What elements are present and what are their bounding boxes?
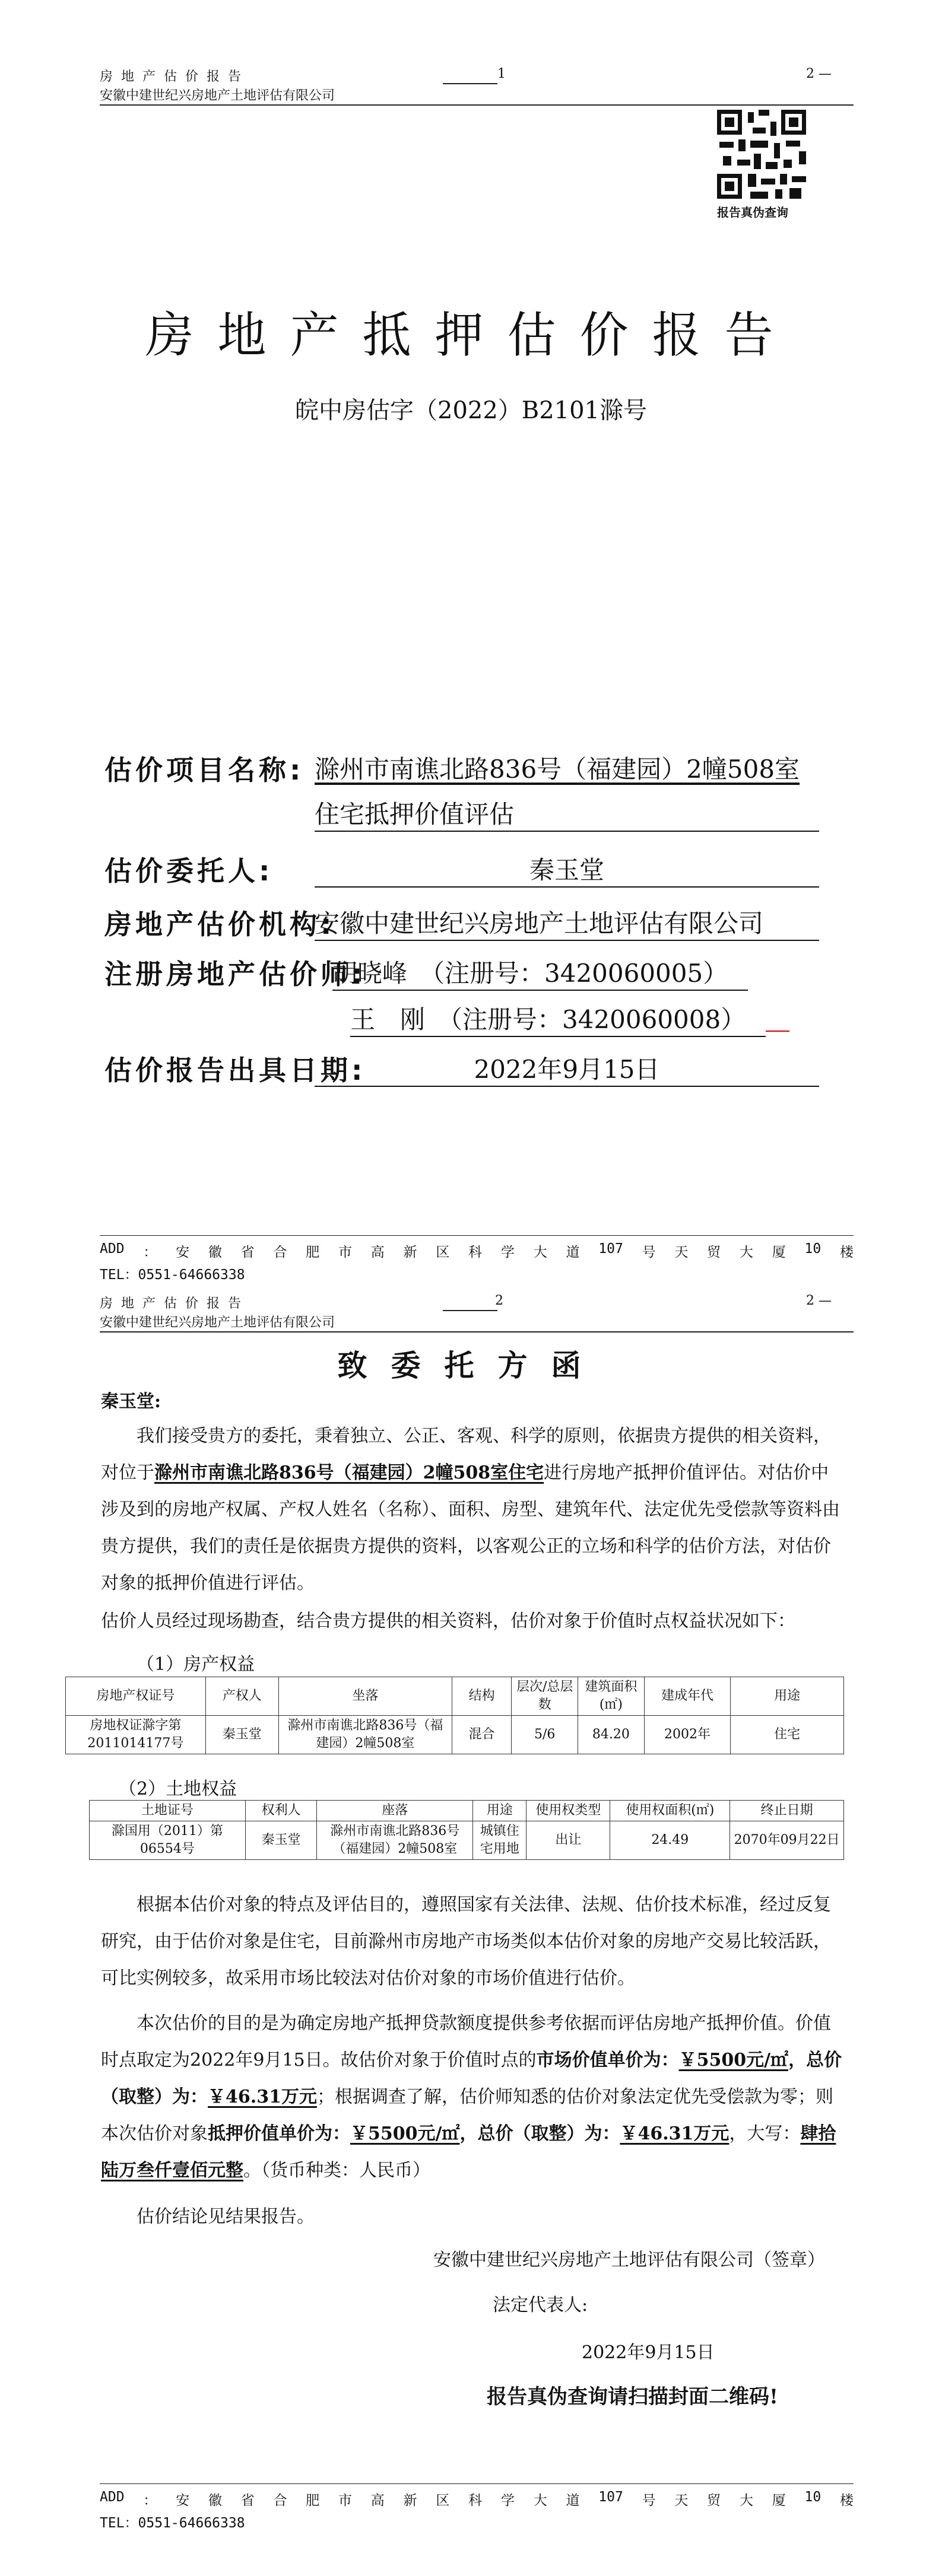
p1-address: 滁州市南谯北路836号（福建园）2幢508室住宅	[154, 1462, 544, 1483]
cell: 城镇住宅用地	[473, 1821, 526, 1860]
p4-capital-amount: 肆拾陆万叁仟壹佰元整	[101, 2123, 836, 2181]
footer-address-part: 安	[176, 1245, 190, 1260]
footer-address-part: 学	[500, 2493, 515, 2508]
property-table	[65, 1677, 844, 1754]
p1-rest: 进行房地产抵押价值评估。对估价中涉及到的房地产权属、产权人姓名（名称）、面积、房型、建筑年代、法定优先受偿款等资料由贵方提供，我们的责任是依据贵方提供的资料，以客观公正的立场和科学的估价方法，对估价对象的抵押价值进行评估。	[101, 1462, 840, 1594]
cell: 秦玉堂	[205, 1716, 278, 1754]
cell: 住宅	[731, 1716, 844, 1754]
footer-tel-p2: TEL：0551-64666338	[100, 2515, 245, 2531]
qr-label: 报告真伪查询	[717, 205, 788, 220]
th-use: 用途	[731, 1677, 844, 1716]
th-built-year: 建成年代	[644, 1677, 731, 1716]
footer-address-part: 贸	[707, 1245, 721, 1260]
footer-address-part: 省	[240, 1245, 255, 1260]
footer-address-part: 市	[338, 2493, 353, 2508]
header-page-number-p2: 2	[495, 1293, 503, 1308]
cell: 房地权证滁字第2011014177号	[66, 1716, 206, 1754]
cell: 滁州市南谯北路836号（福建园）2幢508室	[317, 1821, 473, 1860]
project-name-value-line2: 住宅抵押价值评估	[315, 795, 819, 832]
p4-mortgage-unit-price: ￥5500元/㎡	[350, 2123, 460, 2144]
footer-address-part: ADD	[100, 1241, 125, 1257]
cell: 84.20	[578, 1716, 645, 1754]
p4-market-unit-price: ￥5500元/㎡	[678, 2050, 789, 2071]
footer-address-part: ADD	[100, 2489, 125, 2505]
footer-address-part: 10	[804, 2489, 822, 2505]
footer-address-part: 厦	[772, 2493, 786, 2508]
agency-value: 安徽中建世纪兴房地产土地评估有限公司	[315, 904, 819, 941]
table-header-row	[90, 1801, 844, 1821]
footer-address-part: 省	[240, 2493, 255, 2508]
property-section-label: （1）房产权益	[137, 1654, 255, 1675]
header-company-p2: 安徽中建世纪兴房地产土地评估有限公司	[100, 1315, 335, 1330]
page-title: 房地产抵押估价报告	[145, 307, 797, 364]
footer-rule	[100, 1235, 854, 1236]
th-land-location: 座落	[317, 1801, 473, 1821]
report-number: 皖中房估字（2022）B2101滁号	[295, 397, 647, 424]
paragraph-4	[101, 2005, 843, 2189]
footer-address-part: 徽	[208, 2493, 222, 2508]
p4-mortgage-total: ￥46.31万元	[620, 2123, 730, 2144]
footer-tel: TEL：0551-64666338	[100, 1267, 245, 1283]
footer-address-part: 新	[403, 1245, 417, 1260]
footer-address-part: 徽	[208, 1245, 222, 1260]
footer-address-part: 楼	[839, 2493, 854, 2508]
footer-address-part: 科	[468, 1245, 483, 1260]
th-structure: 结构	[452, 1677, 511, 1716]
footer-address-part: 号	[642, 1245, 656, 1260]
project-name-label: 估价项目名称:	[104, 754, 305, 786]
footer-rule-p2	[100, 2483, 854, 2484]
project-name-value-line1: 滁州市南谯北路836号（福建园）2幢508室	[315, 755, 800, 784]
paragraph-2: 估价人员经过现场勘查，结合贵方提供的相关资料，估价对象于价值时点权益状况如下：	[101, 1611, 795, 1632]
p4-capital-label: ，大写：	[729, 2123, 801, 2144]
th-area: 建筑面积(㎡)	[578, 1677, 645, 1716]
signature-company: 安徽中建世纪兴房地产土地评估有限公司（签章）	[433, 2250, 825, 2270]
header-total-pages: 2 —	[806, 66, 832, 81]
p4-mortgage-label: 抵押价值单价为：	[208, 2123, 350, 2144]
footer-address-part: 高	[370, 2493, 385, 2508]
th-land-cert: 土地证号	[90, 1801, 246, 1821]
footer-address-part: 107	[598, 2489, 623, 2505]
footer-address-p2	[100, 2489, 854, 2509]
header-report-type: 房地产估价报告	[100, 69, 250, 84]
qr-code[interactable]	[717, 110, 806, 199]
appraiser-label: 注册房地产估价师:	[104, 958, 366, 990]
cell: 混合	[452, 1716, 511, 1754]
client-label: 估价委托人:	[104, 855, 274, 887]
footer-address-part: 大	[739, 1245, 753, 1260]
footer-address-part: 大	[739, 2493, 753, 2508]
table-row	[90, 1821, 844, 1860]
th-holder: 权利人	[245, 1801, 317, 1821]
footer-address-part: 道	[566, 2493, 580, 2508]
footer-address-part: 肥	[306, 2493, 320, 2508]
cell: 2070年09月22日	[730, 1821, 844, 1860]
header-company: 安徽中建世纪兴房地产土地评估有限公司	[100, 88, 335, 103]
appraiser-1: 胡晓峰 （注册号：3420060005）	[332, 954, 748, 991]
th-land-use: 用途	[473, 1801, 526, 1821]
p4-total-label: ，总价（取整）为：	[101, 2050, 842, 2107]
footer-address-part: 合	[273, 2493, 287, 2508]
footer-address-part: ：	[143, 2493, 157, 2508]
page-number-rule	[443, 83, 497, 84]
p4-market-label: 市场价值单价为：	[536, 2050, 679, 2071]
footer-address-part: 区	[436, 1245, 450, 1260]
client-value: 秦玉堂	[315, 851, 819, 888]
footer-address-part: 号	[642, 2493, 656, 2508]
footer-address-part: 学	[500, 1245, 515, 1260]
verify-note: 报告真伪查询请扫描封面二维码!	[487, 2385, 778, 2409]
letter-title: 致委托方函	[337, 1348, 605, 1383]
th-right-type: 使用权类型	[526, 1801, 610, 1821]
p4-currency: 。（货币种类：人民币）	[243, 2160, 430, 2181]
cell: 2002年	[644, 1716, 731, 1754]
footer-address-part: 新	[403, 2493, 417, 2508]
footer-address-part: 贸	[707, 2493, 721, 2508]
th-cert: 房地产权证号	[66, 1677, 206, 1716]
paragraph-3: 根据本估价对象的特点及评估目的，遵照国家有关法律、法规、估价技术标准，经过反复研究，由于估价对象是住宅，目前滁州市房地产市场类似本估价对象的房地产交易比较活跃，可比实例较多，故采用市场比较法对估价对象的市场价值进行估价。	[101, 1894, 831, 1989]
header-rule	[100, 104, 854, 106]
p4-total-label-2: ，总价（取整）为：	[459, 2123, 620, 2144]
header-report-type-p2: 房地产估价报告	[100, 1296, 250, 1311]
cell: 24.49	[610, 1821, 730, 1860]
footer-address-part: 肥	[306, 1245, 320, 1260]
footer-address-part: ：	[143, 1245, 157, 1260]
footer-address-part: 道	[566, 1245, 580, 1260]
header-total-pages-p2: 2 —	[806, 1293, 832, 1308]
p4-intro: 本次估价的目的是为确定房地产抵押贷款额度提供参考依据而评估房地产抵押价值。价值时点取定为2022年9月15日。故估价对象于价值时点的	[101, 2013, 831, 2071]
appraiser-2: 王 刚 （注册号：3420060008）	[350, 1000, 766, 1037]
table-row	[66, 1716, 844, 1754]
cell: 滁州市南谯北路836号（福建园）2幢508室	[278, 1716, 452, 1754]
page-number-rule-p2	[443, 1310, 497, 1311]
th-location: 坐落	[278, 1677, 452, 1716]
paragraph-5: 估价结论见结果报告。	[137, 2206, 315, 2227]
cell: 秦玉堂	[245, 1821, 317, 1860]
th-right-area: 使用权面积(㎡)	[610, 1801, 730, 1821]
footer-address-part: 107	[598, 1241, 623, 1257]
land-table	[89, 1800, 844, 1860]
agency-label: 房地产估价机构:	[104, 908, 335, 940]
date-value: 2022年9月15日	[315, 1050, 819, 1087]
th-floors: 层次/总层数	[512, 1677, 578, 1716]
cell: 5/6	[512, 1716, 578, 1754]
footer-address-part: 10	[804, 1241, 822, 1257]
header-page-number: 1	[497, 66, 506, 81]
footer-address-part: 区	[436, 2493, 450, 2508]
red-mark	[766, 1031, 789, 1032]
footer-address-part: 大	[533, 2493, 547, 2508]
footer-address-part: 大	[533, 1245, 547, 1260]
salutation: 秦玉堂:	[101, 1391, 161, 1412]
signature-date: 2022年9月15日	[582, 2342, 715, 2363]
p4-middle: ；根据调查了解，估价师知悉的估价对象法定优先受偿款为零；则本次估价对象	[101, 2087, 833, 2144]
footer-address-part: 安	[176, 2493, 190, 2508]
footer-address-part: 天	[674, 2493, 689, 2508]
legal-representative: 法定代表人:	[493, 2295, 588, 2316]
footer-address-part: 厦	[772, 1245, 786, 1260]
footer-address-part: 天	[674, 1245, 689, 1260]
footer-address-part: 市	[338, 1245, 353, 1260]
cell: 滁国用（2011）第06554号	[90, 1821, 246, 1860]
footer-address-part: 科	[468, 2493, 483, 2508]
th-owner: 产权人	[205, 1677, 278, 1716]
land-section-label: （2）土地权益	[119, 1779, 237, 1799]
cell: 出让	[526, 1821, 610, 1860]
date-label: 估价报告出具日期:	[104, 1054, 366, 1086]
p1-intro: 我们接受贵方的委托，秉着独立、公正、客观、科学的原则，依据贵方提供的相关资料，对位于	[101, 1426, 831, 1483]
footer-address-part: 高	[370, 1245, 385, 1260]
footer-address-part: 合	[273, 1245, 287, 1260]
paragraph-1	[101, 1418, 843, 1602]
p4-market-total: ￥46.31万元	[208, 2087, 317, 2107]
table-header-row	[66, 1677, 844, 1716]
header-rule-p2	[100, 1331, 854, 1332]
th-end-date: 终止日期	[730, 1801, 844, 1821]
footer-address-part: 楼	[839, 1245, 854, 1260]
footer-address	[100, 1241, 854, 1261]
